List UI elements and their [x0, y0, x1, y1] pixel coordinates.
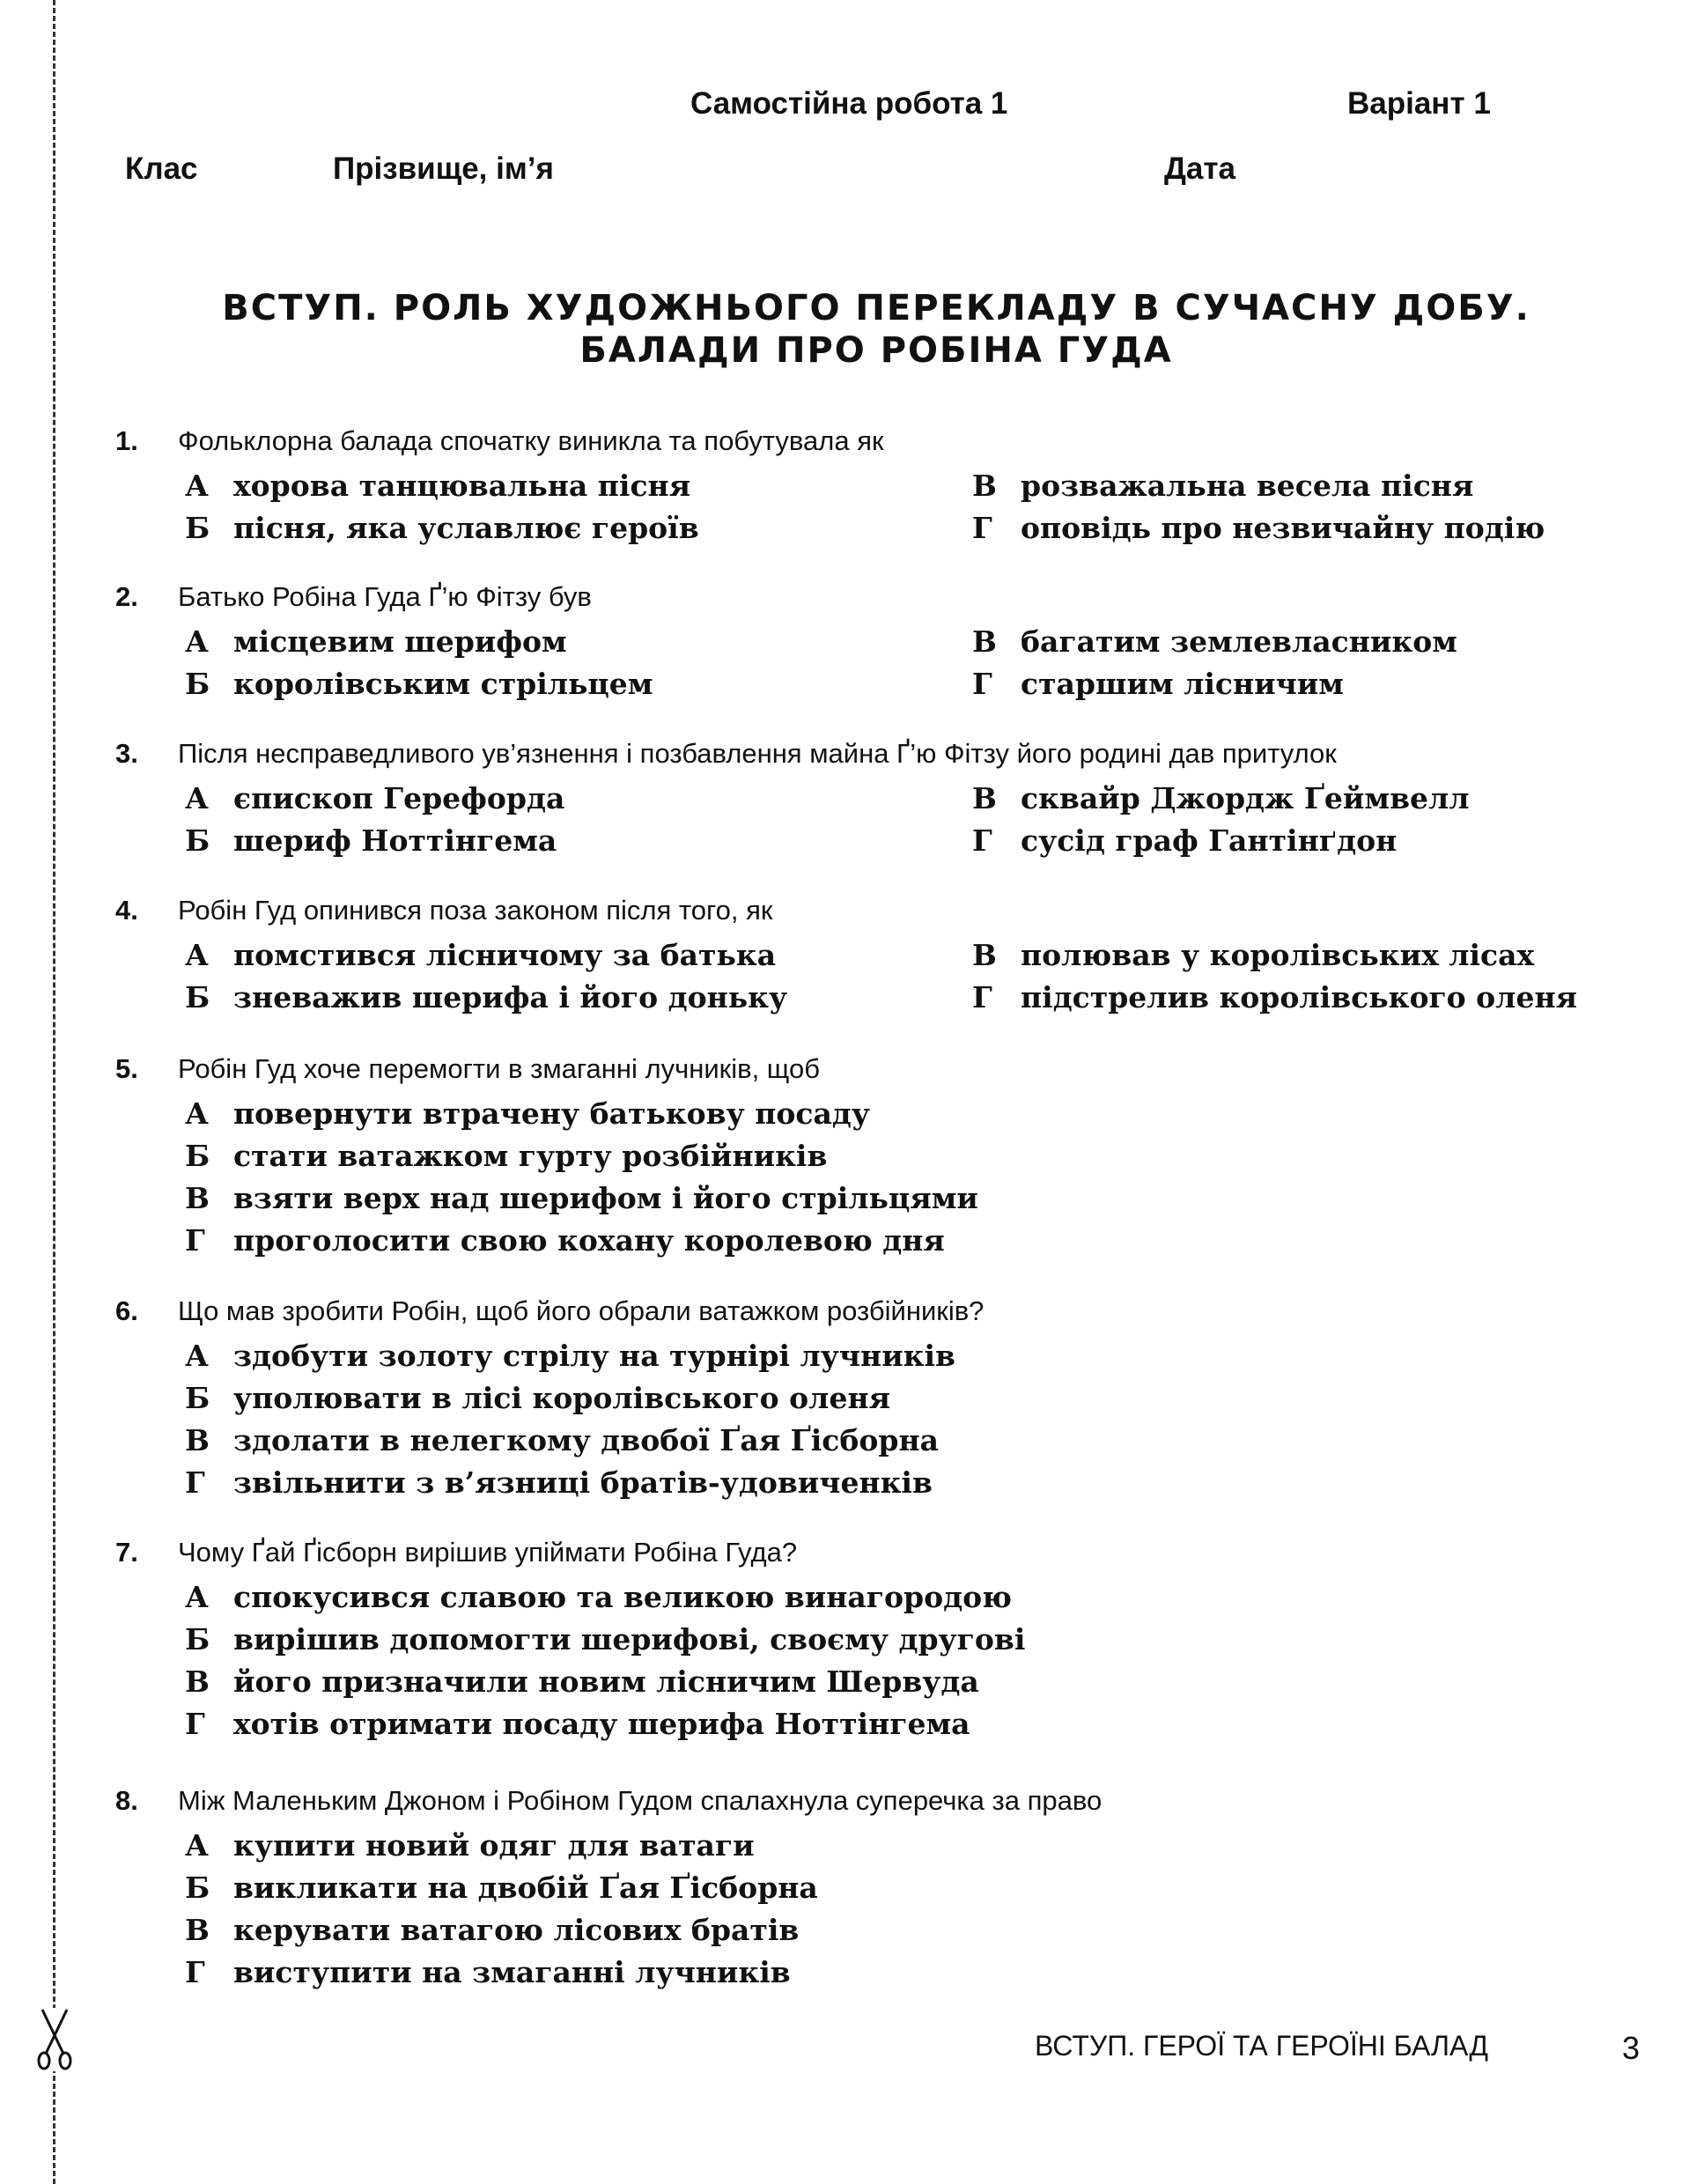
option-text: взяти верх над шерифом і його стрільцями [233, 1181, 978, 1215]
answer-option[interactable] [115, 1663, 1612, 1705]
question-4 [115, 893, 1612, 1021]
answer-option[interactable] [115, 1826, 1612, 1869]
page-number: 3 [1622, 2030, 1641, 2066]
option-letter: Б [185, 1381, 210, 1415]
question-7 [115, 1535, 1612, 1747]
page-title-line2: БАЛАДИ ПРО РОБІНА ГУДА [579, 330, 1173, 371]
option-text: оповідь про незвичайну подію [1021, 511, 1545, 545]
answer-option[interactable] [115, 1578, 1612, 1620]
option-text: його призначили новим лісничим Шервуда [233, 1664, 979, 1699]
question-8 [115, 1783, 1612, 1996]
option-letter: Б [185, 1870, 210, 1905]
option-text: спокусився славою та великою винагородою [233, 1580, 1012, 1614]
question-3 [115, 736, 1612, 864]
option-text: сусід граф Гантінґдон [1021, 823, 1398, 858]
question-text: Між Маленьким Джоном і Робіном Гудом спалахнула суперечка за право [178, 1785, 1103, 1816]
option-text: виступити на змаганні лучників [233, 1955, 791, 1989]
option-letter: Г [185, 1223, 205, 1258]
option-letter: Б [185, 1622, 210, 1656]
option-text: хотів отримати посаду шерифа Ноттінгема [233, 1707, 970, 1741]
option-text: звільнити з в’язниці братів-удовиченків [233, 1465, 933, 1500]
option-text: зневажив шерифа і його доньку [233, 980, 788, 1015]
option-letter: Г [185, 1955, 205, 1989]
option-letter: Б [185, 823, 210, 858]
option-text: здолати в нелегкому двобої Ґая Ґісборна [233, 1423, 940, 1457]
option-letter: В [972, 938, 997, 972]
answer-option[interactable] [115, 1869, 1612, 1911]
option-text: підстрелив королівського оленя [1021, 980, 1577, 1015]
option-letter: А [185, 1339, 209, 1373]
footer-section: ВСТУП. ГЕРОЇ ТА ГЕРОЇНІ БАЛАД [1035, 2030, 1489, 2062]
answer-option[interactable] [115, 1137, 1612, 1179]
option-letter: Б [185, 980, 210, 1015]
option-letter: Г [185, 1707, 205, 1741]
option-text: здобути золоту стрілу на турнірі лучників [233, 1339, 955, 1373]
option-text: пісня, яка уславлює героїв [233, 511, 699, 545]
option-text: помстився лісничому за батька [233, 938, 777, 972]
option-letter: В [185, 1664, 210, 1699]
option-letter: Г [185, 1465, 205, 1500]
question-2 [115, 579, 1612, 707]
option-letter: В [185, 1181, 210, 1215]
option-text: сквайр Джордж Ґеймвелл [1021, 781, 1470, 815]
option-text: викликати на двобій Ґая Ґісборна [233, 1870, 818, 1905]
option-letter: А [185, 938, 209, 972]
question-text: Робін Гуд хоче перемогти в змаганні лучників, щоб [178, 1053, 820, 1084]
answer-option[interactable] [115, 1095, 1612, 1137]
option-text: королівським стрільцем [233, 667, 653, 701]
option-letter: Г [972, 511, 992, 545]
question-text: Після несправедливого ув’язнення і позбавлення майна Ґ’ю Фітзу його родині дав притулок [178, 738, 1337, 769]
answer-option[interactable] [115, 1620, 1612, 1663]
question-text: Фольклорна балада спочатку виникла та побутувала як [178, 425, 884, 456]
question-5 [115, 1051, 1612, 1264]
option-text: полював у королівських лісах [1021, 938, 1535, 972]
question-number: 6. [115, 1295, 138, 1326]
option-letter: В [972, 624, 997, 659]
answer-option[interactable] [115, 1379, 1612, 1421]
option-text: розважальна весела пісня [1021, 469, 1474, 503]
answer-option[interactable] [115, 1179, 1612, 1221]
question-number: 5. [115, 1053, 138, 1084]
question-text: Батько Робіна Гуда Ґ’ю Фітзу був [178, 581, 592, 612]
option-letter: А [185, 1580, 209, 1614]
option-text: уполювати в лісі королівського оленя [233, 1381, 890, 1415]
class-label: Клас [125, 151, 198, 186]
question-number: 2. [115, 581, 138, 612]
question-text: Робін Гуд опинився поза законом після того, як [178, 895, 773, 926]
option-letter: Г [972, 823, 992, 858]
answer-option[interactable] [115, 1221, 1612, 1264]
option-letter: В [972, 781, 997, 815]
option-letter: А [185, 624, 209, 659]
option-text: вирішив допомогти шерифові, своєму другові [233, 1622, 1026, 1656]
option-text: стати ватажком гурту розбійників [233, 1139, 828, 1173]
question-6 [115, 1294, 1612, 1506]
option-text: місцевим шерифом [233, 624, 567, 659]
variant-label: Варіант 1 [1347, 86, 1491, 121]
option-letter: Б [185, 1139, 210, 1173]
question-number: 8. [115, 1785, 138, 1816]
option-letter: В [185, 1913, 210, 1947]
option-letter: В [185, 1423, 210, 1457]
option-letter: Б [185, 511, 210, 545]
question-number: 1. [115, 425, 138, 456]
option-letter: А [185, 1096, 209, 1131]
option-text: повернути втрачену батькову посаду [233, 1096, 870, 1131]
option-letter: А [185, 469, 209, 503]
option-text: єпископ Герефорда [233, 781, 565, 815]
option-text: хорова танцювальна пісня [233, 469, 691, 503]
name-label: Прізвище, ім’я [333, 151, 554, 186]
question-text: Що мав зробити Робін, щоб його обрали ватажком розбійників? [178, 1295, 985, 1326]
question-number: 7. [115, 1537, 138, 1568]
option-text: купити новий одяг для ватаги [233, 1828, 755, 1863]
option-letter: Г [972, 980, 992, 1015]
question-number: 3. [115, 738, 138, 769]
work-title: Самостійна робота 1 [690, 86, 1008, 121]
answer-option[interactable] [115, 1421, 1612, 1464]
option-text: проголосити свою кохану королевою дня [233, 1223, 945, 1258]
answer-option[interactable] [115, 1464, 1612, 1506]
option-text: керувати ватагою лісових братів [233, 1913, 800, 1947]
option-letter: А [185, 781, 209, 815]
option-letter: Б [185, 667, 210, 701]
option-letter: Г [972, 667, 992, 701]
answer-option[interactable] [115, 1705, 1612, 1747]
answer-option[interactable] [115, 1337, 1612, 1379]
option-letter: В [972, 469, 997, 503]
page-title-line1: ВСТУП. РОЛЬ ХУДОЖНЬОГО ПЕРЕКЛАДУ В СУЧАСНУ ДОБУ. [222, 288, 1530, 328]
question-text: Чому Ґай Ґісборн вирішив упіймати Робіна Гуда? [178, 1537, 798, 1568]
scissors-icon [35, 2008, 74, 2071]
option-text: шериф Ноттінгема [233, 823, 557, 858]
date-label: Дата [1164, 151, 1236, 186]
option-letter: А [185, 1828, 209, 1863]
question-number: 4. [115, 895, 138, 926]
option-text: багатим землевласником [1021, 624, 1457, 659]
answer-option[interactable] [115, 1953, 1612, 1996]
question-1 [115, 424, 1612, 551]
option-text: старшим лісничим [1021, 667, 1344, 701]
answer-option[interactable] [115, 1911, 1612, 1953]
